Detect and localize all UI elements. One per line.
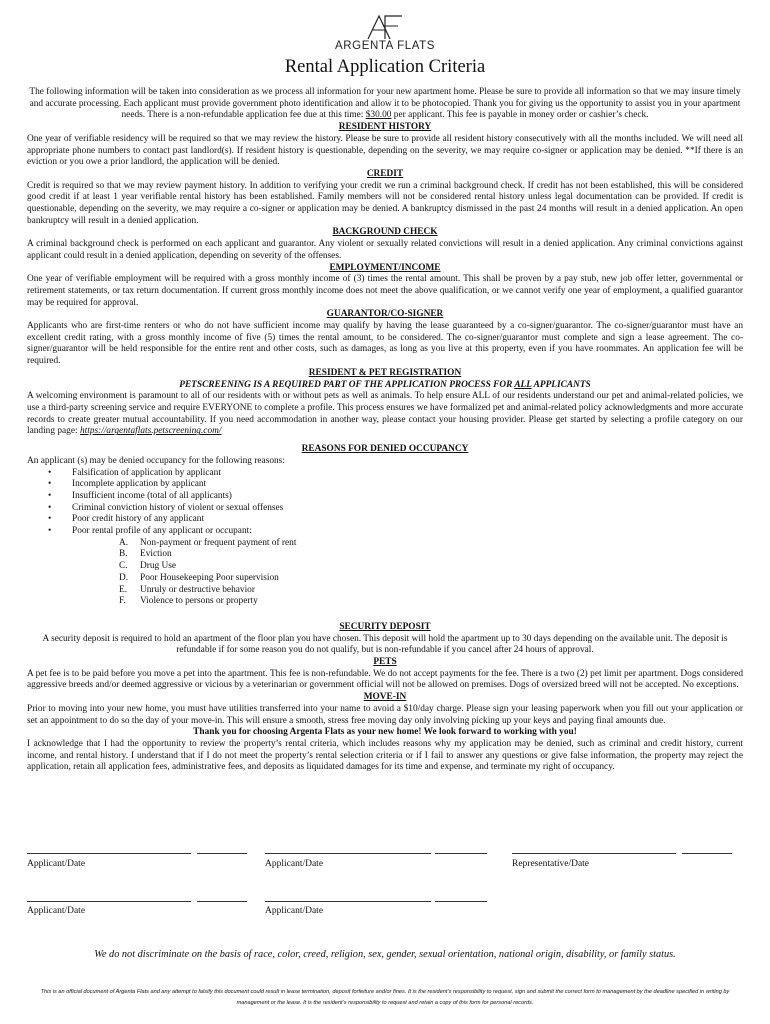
list-item: • Criminal conviction history of violent or sexual offenses: [27, 503, 743, 515]
resident-pet-text: [27, 391, 743, 438]
sub-item-text: Eviction: [140, 549, 172, 560]
resident-pet-heading: RESIDENT & PET REGISTRATION: [308, 367, 462, 378]
non-discrimination-statement: We do not discriminate on the basis of race, color, creed, religion, sex, gender, sexual orientation, national origin, disability, or family status.: [94, 949, 676, 960]
intro-text-end: per applicant. This fee is payable in money order or cashier’s check.: [393, 110, 649, 121]
logo: [0, 14, 770, 52]
logo-wordmark: ARGENTA FLATS: [334, 40, 436, 52]
date-line[interactable]: [435, 901, 487, 902]
date-line[interactable]: [435, 853, 487, 854]
signature-line[interactable]: [512, 853, 676, 854]
petscreening-notice-all: ALL: [514, 379, 532, 390]
sub-item-letter: A.: [119, 537, 129, 548]
sub-list-item: [27, 573, 743, 585]
applicant-date-label: Applicant/Date: [27, 859, 86, 869]
guarantor-text: Applicants who are first-time renters or who do not have sufficient income may qualify by having the lease guaranteed by a co-signer/guarantor. The co-signer/guarantor must have an excellent credit rating, with a gross monthly income of five (5) times the rental amount, to be considered. The co-signer/guarantor must complete and sign a lease agreement. The co-signer/guarantor will be held responsible for the entire rent and other costs, such as damages, as long as you live at this property, even if you have roommates. An application fee will be required.: [27, 321, 743, 367]
date-line[interactable]: [682, 853, 732, 854]
application-fee-amount: $30.00: [365, 110, 392, 121]
petscreening-notice-text: PETSCREENING IS A REQUIRED PART OF THE APPLICATION PROCESS FOR: [179, 379, 513, 390]
security-deposit-text: A security deposit is required to hold an apartment of the floor plan you have chosen. This deposit will hold the apartment up to 30 days depending on the available unit. The deposit is refundable if for some reason you do not qualify, but is non-refundable if you cancel after 24 hours of approval.: [42, 633, 728, 656]
employment-heading: EMPLOYMENT/INCOME: [329, 262, 441, 273]
thank-you-message: Thank you for choosing Argenta Flats as your new home! We look forward to working with you!: [193, 727, 577, 738]
signature-line[interactable]: [27, 853, 191, 854]
acknowledgement-text: I acknowledge that I had the opportunity to review the property’s rental criteria, which includes reasons why my application may be denied, such as criminal and credit history, current income, and rental history. I understand that if I do not meet the property’s rental selection criteria or if I fail to answer any questions or give false information, the property may reject the application, retain all application fees, administrative fees, and deposits as liquidated damages for its time and expense, and terminate my right of occupancy.: [27, 738, 743, 773]
sub-item-text: Non-payment or frequent payment of rent: [140, 537, 297, 548]
denied-occupancy-heading: REASONS FOR DENIED OCCUPANCY: [301, 444, 469, 455]
employment-text: One year of verifiable employment will be required with a gross monthly income of (3) times the rental amount. This shall be proven by a pay stub, new job offer letter, governmental or retirement statements, or tax return documentation. If current gross monthly income does not meet the above qualification, or we cannot verify one year of employment, a qualified guarantor may be required for approval.: [27, 274, 743, 308]
list-item: • Falsification of application by applicant: [27, 468, 743, 480]
representative-date-label: Representative/Date: [512, 859, 590, 869]
list-item: • Poor credit history of any applicant: [27, 514, 743, 526]
move-in-heading: MOVE-IN: [363, 692, 407, 703]
footer-disclaimer: This is an official document of Argenta Flats and any attempt to falsify this document could result in lease termination, deposit forfeiture and/or fines. It is the resident’s responsibility to request, sign and submit the correct form to management by the deadline specified in writing by management or the lease. It is the resident’s responsibility to request and retain a copy of this form for personal records.: [40, 989, 730, 1006]
sub-item-text: Unruly or destructive behavior: [140, 584, 255, 595]
denied-reasons-list: [27, 468, 743, 538]
sub-list-item: [27, 538, 743, 550]
background-check-text: A criminal background check is performed on each applicant and guarantor. Any violent or sexually related convictions will result in a denied application. Any criminal convictions against applicant could result in a denied application, depending on severity of the offenses.: [27, 239, 743, 261]
date-line[interactable]: [197, 901, 247, 902]
sub-item-letter: E.: [119, 584, 128, 595]
resident-history-text: One year of verifiable residency will be required so that we may review the history. Please be sure to provide all resident history consecutively with all the months included. We will need all appropriate phone numbers to contact past landlord(s). If resident history is questionable, depending on the severity, we may require co-signer or application may be denied. **If there is an eviction or you owe a prior landlord, the application will be denied.: [27, 133, 743, 168]
document-body: [27, 87, 743, 774]
sub-item-letter: D.: [119, 572, 129, 583]
petscreening-link-prefix: Please get started by selecting a profile category on our landing page:: [27, 414, 743, 437]
credit-heading: CREDIT: [366, 168, 404, 179]
credit-text: Credit is required so that we may review payment history. In addition to verifying your credit we run a criminal background check. If credit has not been established, this will be considered good credit if at least 1 year verifiable rental history has been established. Family members will not be considered rental history unless legal documentation can be provided. If credit is questionable, depending on the severity, we may require a co-signer or application may be denied. A bankruptcy dismissed in the past 24 months will result in a denied application. An open bankruptcy will result in a denied application.: [27, 180, 743, 226]
petscreening-notice: [27, 380, 743, 392]
sub-list-item: [27, 585, 743, 597]
list-item: • Poor rental profile of any applicant or occupant:: [27, 526, 743, 538]
pets-text: A pet fee is to be paid before you move a pet into the apartment. This fee is non-refundable. We do not accept payments for the fee. There is a two (2) pet limit per apartment. Dogs considered aggressive breeds and/or deemed aggressive or vicious by a veterinarian or government official will not be allowed on premises. Dogs of oversized breed will not be accepted. No exceptions.: [27, 668, 743, 691]
applicant-date-label: Applicant/Date: [27, 906, 86, 916]
sub-item-letter: B.: [119, 549, 128, 560]
signature-line[interactable]: [27, 901, 191, 902]
denied-occupancy-intro: An applicant (s) may be denied occupancy for the following reasons:: [27, 455, 285, 466]
intro-text: The following information will be taken into consideration as we process all information for your new apartment home. Please be sure to provide all information so that we may insure timely and accurate processing. Each applicant must provide government photo identification and allow it to be photocopied. Thank you for giving us the opportunity to assist you in your apartment needs. There is a non-refundable application fee due at this time:: [29, 87, 741, 121]
page-title: Rental Application Criteria: [284, 57, 486, 77]
sub-item-text: Drug Use: [140, 561, 177, 572]
argenta-flats-logo-icon: [365, 14, 405, 40]
applicant-date-label: Applicant/Date: [265, 859, 324, 869]
list-item: • Insufficient income (total of all applicants): [27, 491, 743, 503]
petscreening-notice-end: APPLICANTS: [533, 379, 591, 390]
sub-list-item: [27, 596, 743, 608]
guarantor-heading: GUARANTOR/CO-SIGNER: [326, 309, 444, 320]
background-check-heading: BACKGROUND CHECK: [332, 227, 438, 238]
applicant-date-label: Applicant/Date: [265, 906, 324, 916]
sub-item-letter: C.: [119, 561, 128, 572]
rental-profile-sublist: [27, 538, 743, 608]
sub-item-text: Poor Housekeeping Poor supervision: [140, 572, 279, 583]
signature-line[interactable]: [265, 853, 431, 854]
signature-line[interactable]: [265, 901, 431, 902]
sub-item-text: Violence to persons or property: [140, 596, 258, 607]
resident-history-heading: RESIDENT HISTORY: [338, 122, 432, 133]
sub-list-item: [27, 561, 743, 573]
security-deposit-heading: SECURITY DEPOSIT: [339, 621, 431, 632]
date-line[interactable]: [197, 853, 247, 854]
sub-item-letter: F.: [119, 596, 126, 607]
sub-list-item: [27, 549, 743, 561]
move-in-text: Prior to moving into your new home, you must have utilities transferred into your name to avoid a $10/day charge. Please sign your leasing paperwork when you fill out your application or set an appointment to do so the day of your move-in. This will ensure a smooth, stress free moving day only involving picking up your keys and paying final amounts due.: [27, 703, 743, 726]
resident-pet-body: A welcoming environment is paramount to all of our residents with or without pets as well as animals. To help ensure ALL of our residents understand our pet and animal-related policies, we use a third-party screening service and require EVERYONE to complete a profile. This process ensures we have formalized pet and animal-related policy acknowledgments and more accurate records to create greater mutual accountability. If you need accommodation in another way, please contact your housing provider.: [27, 391, 743, 425]
intro-paragraph: [27, 87, 743, 122]
list-item: • Incomplete application by applicant: [27, 479, 743, 491]
petscreening-link[interactable]: https://argentaflats.petscreening.com/: [79, 426, 222, 437]
pets-heading: PETS: [373, 657, 397, 668]
